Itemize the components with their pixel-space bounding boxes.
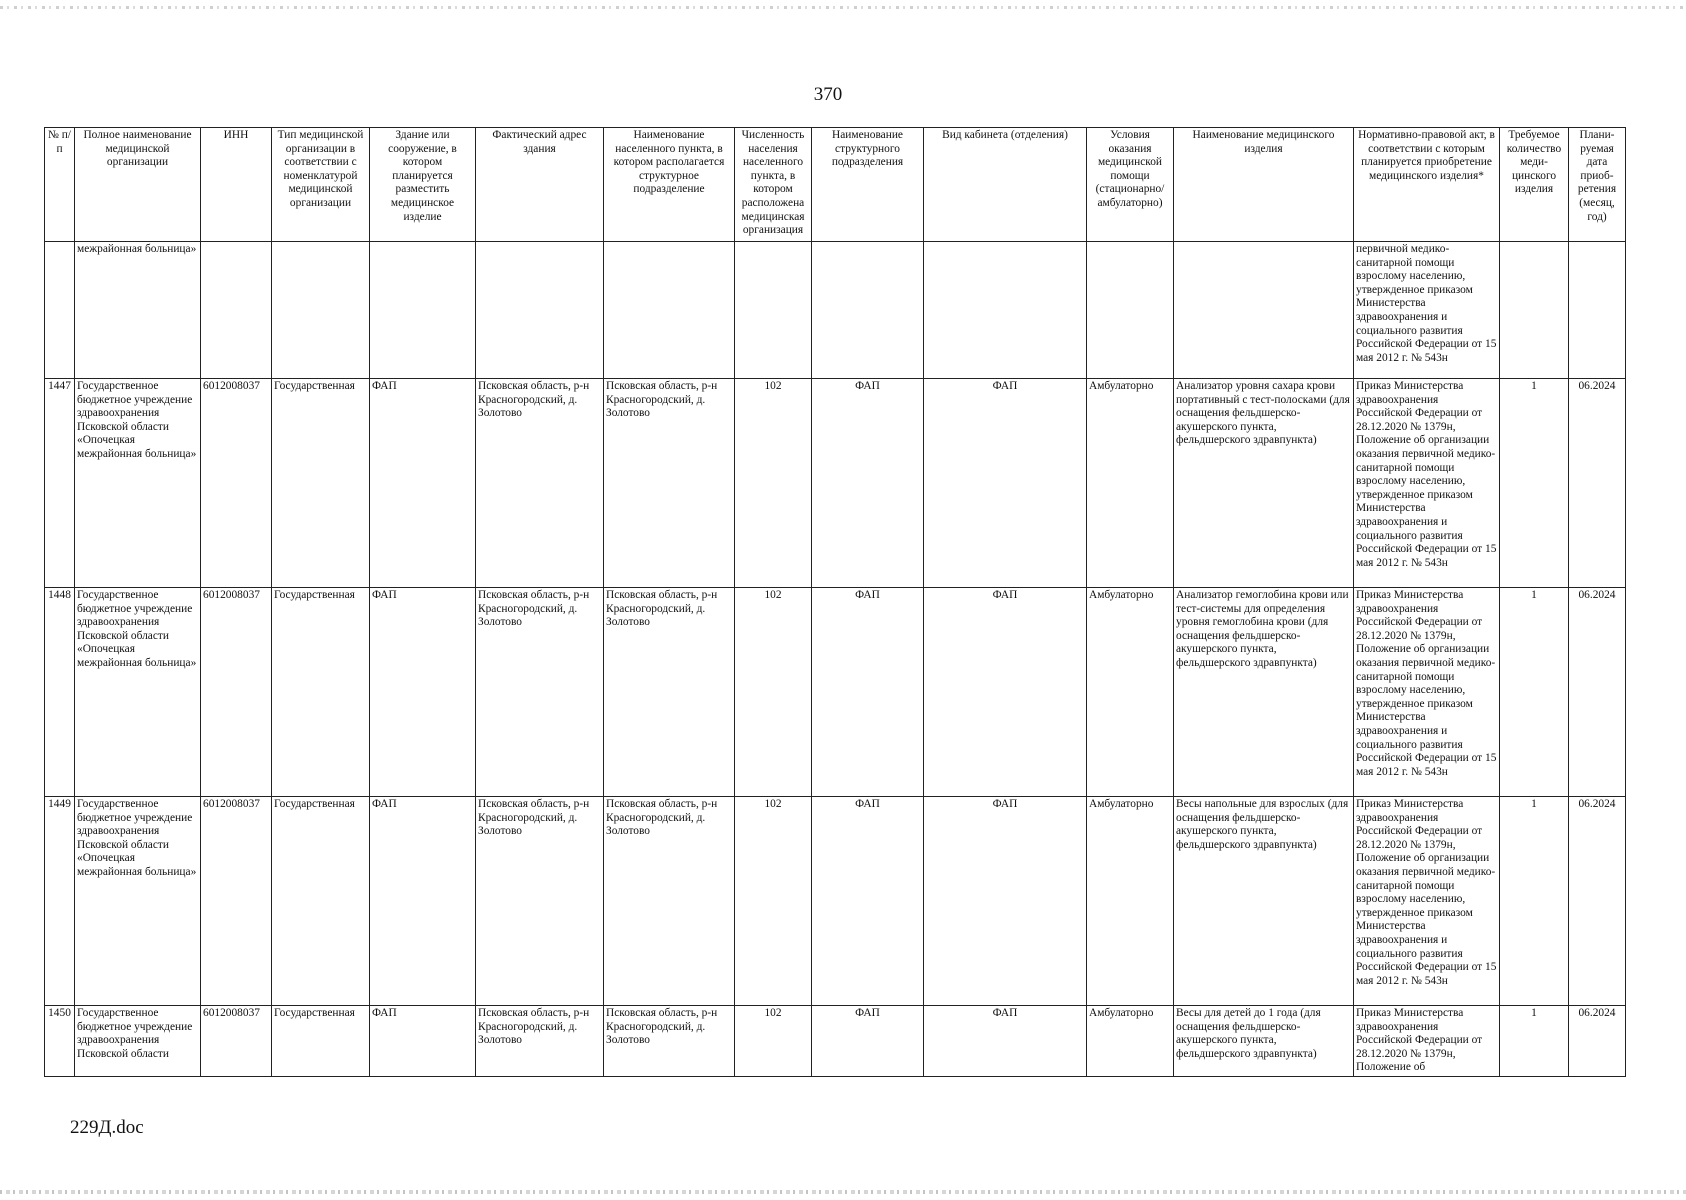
cell-act: Приказ Министерства здравоохранения Российской Федерации от 28.12.2020 № 1379н, Положение об организации оказания первичной медико-санитарной помощи взрослому населению, утвержденное приказом Министерства здравоохранения и социального развития Российской Федерации от 15 мая 2012 г. № 543н [1354,379,1500,588]
table-row-continuation [45,242,1626,379]
cell-quantity: 1 [1500,1006,1569,1077]
scan-edge-top [0,6,1686,9]
cell-num: 1448 [45,588,75,797]
cell-device: Анализатор гемоглобина крови или тест-системы для определения уровня гемоглобина крови (для оснащения фельдшерско-акушерского пункта, фельдшерского здравпункта) [1174,588,1354,797]
cell-population: 102 [735,588,812,797]
cell-settlement: Псковская область, р-н Красногородский, д. Золотово [604,379,735,588]
cell-building: ФАП [370,797,476,1006]
cell-address: Псковская область, р-н Красногородский, д. Золотово [476,588,604,797]
cell-device: Весы напольные для взрослых (для оснащения фельдшерско-акушерского пункта, фельдшерского здравпункта) [1174,797,1354,1006]
equipment-table [44,127,1626,1077]
header-quantity: Требуемое количество меди-цинского изделия [1500,128,1569,242]
cell-conditions: Амбулаторно [1087,1006,1174,1077]
cell-act: Приказ Министерства здравоохранения Российской Федерации от 28.12.2020 № 1379н, Положение об организации оказания первичной медико-санитарной помощи взрослому населению, утвержденное приказом Министерства здравоохранения и социального развития Российской Федерации от 15 мая 2012 г. № 543н [1354,797,1500,1006]
cell-date: 06.2024 [1569,588,1626,797]
header-num: № п/п [45,128,75,242]
cell-population: 102 [735,1006,812,1077]
cell-subdivision: ФАП [812,588,924,797]
cell-quantity: 1 [1500,379,1569,588]
cell-building: ФАП [370,379,476,588]
header-type: Тип медицинской организации в соответствии с номенклатурой медицинской организации [272,128,370,242]
cell-date: 06.2024 [1569,379,1626,588]
table-row [45,588,1626,797]
cell-date: 06.2024 [1569,1006,1626,1077]
header-settlement: Наименование населенного пункта, в котором располагается структурное подразделение [604,128,735,242]
cell-num: 1447 [45,379,75,588]
cell-population: 102 [735,797,812,1006]
header-conditions: Условия оказания медицинской помощи (стационарно/ амбулаторно) [1087,128,1174,242]
header-device: Наименование медицинского изделия [1174,128,1354,242]
cell-num: 1450 [45,1006,75,1077]
cell-subdivision: ФАП [812,379,924,588]
cell-cabinet: ФАП [924,379,1087,588]
cell-cabinet: ФАП [924,1006,1087,1077]
cell-building: ФАП [370,588,476,797]
cell-inn: 6012008037 [201,797,272,1006]
cell-device: Анализатор уровня сахара крови портативный с тест-полосками (для оснащения фельдшерско-акушерского пункта, фельдшерского здравпункта) [1174,379,1354,588]
cell-address: Псковская область, р-н Красногородский, д. Золотово [476,797,604,1006]
cell-quantity: 1 [1500,588,1569,797]
header-address: Фактический адрес здания [476,128,604,242]
header-population: Численность населения населенного пункта, в котором расположена медицинская организация [735,128,812,242]
header-cabinet: Вид кабинета (отделения) [924,128,1087,242]
header-subdivision: Наименование структурного подразделения [812,128,924,242]
cell-population: 102 [735,379,812,588]
header-inn: ИНН [201,128,272,242]
cell-cabinet: ФАП [924,588,1087,797]
cell-subdivision: ФАП [812,797,924,1006]
header-date: Плани-руемая дата приоб-ретения (месяц, год) [1569,128,1626,242]
table-header [45,128,1626,242]
scan-edge-bottom [0,1190,1686,1194]
cell-conditions: Амбулаторно [1087,797,1174,1006]
page-number: 370 [813,84,843,105]
footer-filename: 229Д.doc [70,1117,144,1138]
cell-address: Псковская область, р-н Красногородский, д. Золотово [476,379,604,588]
cell-settlement: Псковская область, р-н Красногородский, д. Золотово [604,1006,735,1077]
cell-subdivision: ФАП [812,1006,924,1077]
cell-type: Государственная [272,379,370,588]
cell-act: первичной медико-санитарной помощи взрослому населению, утвержденное приказом Министерства здравоохранения и социального развития Российской Федерации от 15 мая 2012 г. № 543н [1354,242,1500,379]
cell-org: межрайонная больница» [75,242,201,379]
cell-conditions: Амбулаторно [1087,588,1174,797]
cell-num: 1449 [45,797,75,1006]
cell-date: 06.2024 [1569,797,1626,1006]
cell-org: Государственное бюджетное учреждение здравоохранения Псковской области «Опочецкая межрайонная больница» [75,588,201,797]
header-act: Нормативно-правовой акт, в соответствии с которым планируется приобретение медицинского изделия* [1354,128,1500,242]
table-row [45,1006,1626,1077]
cell-type: Государственная [272,588,370,797]
cell-type: Государственная [272,797,370,1006]
cell-org: Государственное бюджетное учреждение здравоохранения Псковской области «Опочецкая межрайонная больница» [75,379,201,588]
cell-settlement: Псковская область, р-н Красногородский, д. Золотово [604,797,735,1006]
cell-device: Весы для детей до 1 года (для оснащения фельдшерско-акушерского пункта, фельдшерского здравпункта) [1174,1006,1354,1077]
cell-conditions: Амбулаторно [1087,379,1174,588]
header-building: Здание или сооружение, в котором планируется разместить медицинское изделие [370,128,476,242]
cell-type: Государственная [272,1006,370,1077]
cell-settlement: Псковская область, р-н Красногородский, д. Золотово [604,588,735,797]
table-row [45,797,1626,1006]
cell-org: Государственное бюджетное учреждение здравоохранения Псковской области «Опочецкая межрайонная больница» [75,797,201,1006]
cell-cabinet: ФАП [924,797,1087,1006]
cell-address: Псковская область, р-н Красногородский, д. Золотово [476,1006,604,1077]
table-row [45,379,1626,588]
header-org: Полное наименование медицинской организации [75,128,201,242]
cell-inn: 6012008037 [201,1006,272,1077]
cell-inn: 6012008037 [201,379,272,588]
cell-building: ФАП [370,1006,476,1077]
cell-quantity: 1 [1500,797,1569,1006]
cell-act: Приказ Министерства здравоохранения Российской Федерации от 28.12.2020 № 1379н, Положение об [1354,1006,1500,1077]
cell-act: Приказ Министерства здравоохранения Российской Федерации от 28.12.2020 № 1379н, Положение об организации оказания первичной медико-санитарной помощи взрослому населению, утвержденное приказом Министерства здравоохранения и социального развития Российской Федерации от 15 мая 2012 г. № 543н [1354,588,1500,797]
cell-inn: 6012008037 [201,588,272,797]
cell-org: Государственное бюджетное учреждение здравоохранения Псковской области [75,1006,201,1077]
